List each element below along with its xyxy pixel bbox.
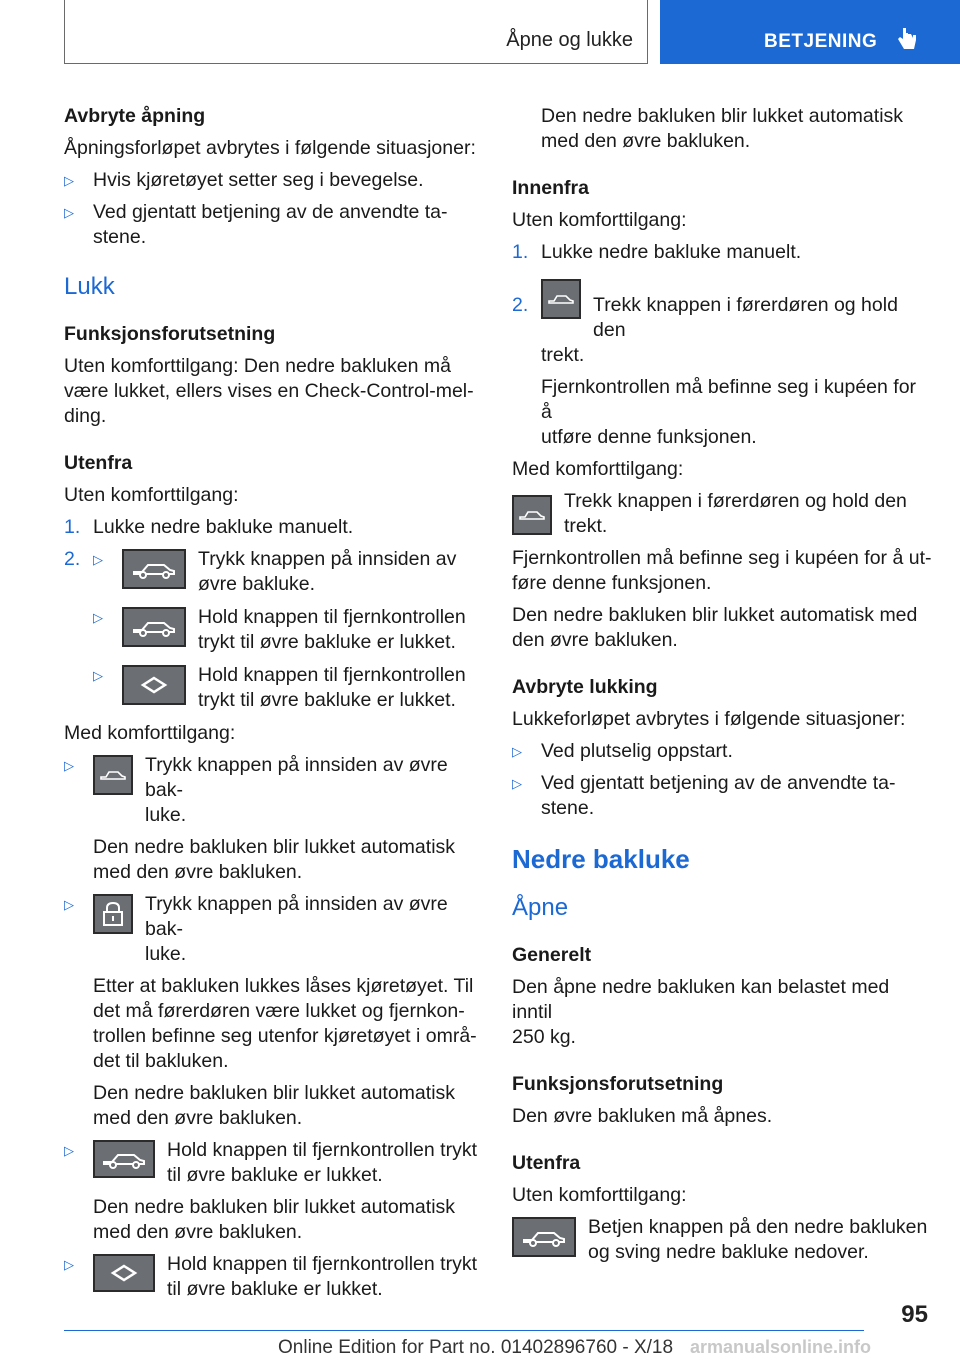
header-frame [64, 0, 648, 64]
heading-avbryte-apning: Avbryte åpning [64, 105, 206, 127]
heading-lukk: Lukk [64, 273, 115, 300]
page-number: 95 [901, 1301, 928, 1328]
bullet-triangle-icon: ▷ [64, 1257, 74, 1272]
heading-utenfra: Utenfra [64, 452, 133, 474]
watermark-logo: armanualsonline.info [690, 1337, 872, 1357]
car-door-button-icon [541, 279, 581, 319]
heading-generelt: Generelt [512, 944, 592, 966]
bullet-triangle-icon: ▷ [64, 173, 74, 188]
numbered-step-2: 2. ▷ Trykk knappen på innsiden av øvre bakluke. ▷ Hold knappen til fjernkontrollen trykt til øvre bakluke er lukket. ▷ Hold knappen til fjernkontrollen trykt til øvre bakluke er lukket. [64, 547, 484, 713]
bullet-triangle-icon: ▷ [93, 610, 103, 625]
page-section-title: Åpne og lukke [506, 29, 633, 51]
left-column [64, 104, 484, 1309]
list-item: ▷ Ved gjentatt betjening av de anvendte ta- stene. [512, 772, 896, 819]
heading-nedre-bakluke: Nedre bakluke [512, 844, 690, 874]
numbered-step-1: 1. Lukke nedre bakluke manuelt. [64, 516, 354, 538]
car-tailgate-remote-icon [122, 607, 186, 647]
car-comfort-button-icon [93, 755, 133, 795]
numbered-step-1: 1. Lukke nedre bakluke manuelt. [512, 241, 802, 263]
diamond-lock-button-icon [93, 1254, 155, 1292]
padlock-icon [93, 894, 133, 934]
text-avbryte: Åpningsforløpet avbrytes i følgende situasjoner: [64, 137, 476, 159]
list-item: ▷ Trykk knappen på innsiden av øvre bakluke. [93, 548, 457, 595]
bullet-triangle-icon: ▷ [64, 897, 74, 912]
car-door-button-icon [512, 495, 552, 535]
bullet-triangle-icon: ▷ [64, 758, 74, 773]
list-item: ▷ Hold knappen til fjernkontrollen trykt til øvre bakluke er lukket. [93, 664, 466, 711]
heading-funksjonsforutsetning: Funksjonsforutsetning [64, 323, 276, 345]
list-item: ▷ Trykk knappen på innsiden av øvre bak- luke. Etter at bakluken lukkes låses kjøretøyet. Til det må førerdøren være lukket og fjernkon- trollen befinne seg utenfor kjøretøyet i områ- det til bakluken. Den nedre bakluken blir lukket automatisk med den øvre bakluken. [64, 893, 477, 1129]
heading-utenfra: Utenfra [512, 1152, 581, 1174]
list-item: ▷ Ved plutselig oppstart. [512, 740, 733, 762]
list-item: ▷ Hold knappen til fjernkontrollen trykt til øvre bakluke er lukket. [93, 606, 466, 653]
bullet-triangle-icon: ▷ [93, 552, 103, 567]
chapter-tab [660, 0, 960, 64]
heading-funksjonsforutsetning: Funksjonsforutsetning [512, 1073, 724, 1095]
bullet-triangle-icon: ▷ [512, 744, 522, 759]
heading-innenfra: Innenfra [512, 177, 589, 199]
lower-tailgate-button-icon [512, 1217, 576, 1257]
numbered-step-2: 2. Trekk knappen i førerdøren og hold den trekt. Fjernkontrollen må befinne seg i kupéen for å utføre denne funksjonen. [512, 277, 932, 450]
list-item: ▷ Hvis kjøretøyet setter seg i bevegelse. [64, 169, 424, 191]
text-med-komforttilgang: Med komforttilgang: [64, 722, 236, 744]
car-tailgate-button-icon [122, 549, 186, 589]
footer-divider [64, 1330, 864, 1331]
hand-pointer-icon [896, 26, 918, 52]
list-item: Betjen knappen på den nedre bakluken og sving nedre bakluke nedover. [512, 1215, 932, 1265]
list-item: ▷ Hold knappen til fjernkontrollen trykt til øvre bakluke er lukket. [64, 1253, 477, 1300]
diamond-lock-button-icon [122, 665, 186, 705]
bullet-triangle-icon: ▷ [64, 205, 74, 220]
list-item: ▷ Ved gjentatt betjening av de anvendte ta- stene. [64, 201, 448, 248]
list-item: ▷ Hold knappen til fjernkontrollen trykt til øvre bakluke er lukket. Den nedre bakluken blir lukket automatisk med den øvre bakluken. [64, 1139, 477, 1243]
car-tailgate-remote-icon [93, 1140, 155, 1178]
list-item: ▷ Trykk knappen på innsiden av øvre bak- luke. Den nedre bakluken blir lukket automatisk med den øvre bakluken. [64, 754, 456, 883]
bullet-triangle-icon: ▷ [64, 1143, 74, 1158]
text-med-komforttilgang: Med komforttilgang: [512, 458, 684, 480]
text-uten-komforttilgang: Uten komforttilgang: [512, 209, 687, 231]
list-item: Trekk knappen i førerdøren og hold den trekt. [512, 489, 932, 539]
right-column: Den nedre bakluken blir lukket automatisk med den øvre bakluken. Innenfra Uten komforttilgang: 1. Lukke nedre bakluke manuelt. 2. Trekk knappen i førerdøren og hold den trekt. Fjernkontrollen må befinne seg i kupéen for å utføre denne funksjonen. Med komforttilgang: Trekk knappen i førerdøren og hold den trekt. Fjernkontrollen må befinne seg i kupéen for å ut- føre denne funksjonen. Den nedre bakluken blir lukket automatisk med den øvre bakluken. Avbryte lukking Lukkeforløpet avbrytes i følgende situasjoner: ▷ Ved plutselig oppstart. ▷ Ved gjentatt betjening av de anvendte ta- stene. Nedre bakluke Åpne Generelt Den åpne nedre bakluken kan belastet med inntil 250 kg. Funksjonsforutsetning Den øvre bakluken må åpnes. Utenfra Uten komforttilgang: Betjen knappen på den nedre bakluken og sving nedre bakluke nedover. [512, 105, 932, 1263]
footer-edition: Online Edition for Part no. 01402896760 - X/18 [278, 1337, 674, 1358]
bullet-triangle-icon: ▷ [93, 668, 103, 683]
heading-avbryte-lukking: Avbryte lukking [512, 676, 658, 698]
text-top-continuation: Den nedre bakluken blir lukket automatisk med den øvre bakluken. [541, 105, 904, 152]
bullet-triangle-icon: ▷ [512, 776, 522, 791]
chapter-tab-label: BETJENING [764, 31, 878, 52]
text-funksjonsforutsetning: Uten komforttilgang: Den nedre bakluken må være lukket, ellers vises en Check-Control-mel- ding. [64, 355, 474, 427]
heading-apne: Åpne [512, 894, 569, 921]
text-uten-komforttilgang: Uten komforttilgang: [64, 484, 239, 506]
